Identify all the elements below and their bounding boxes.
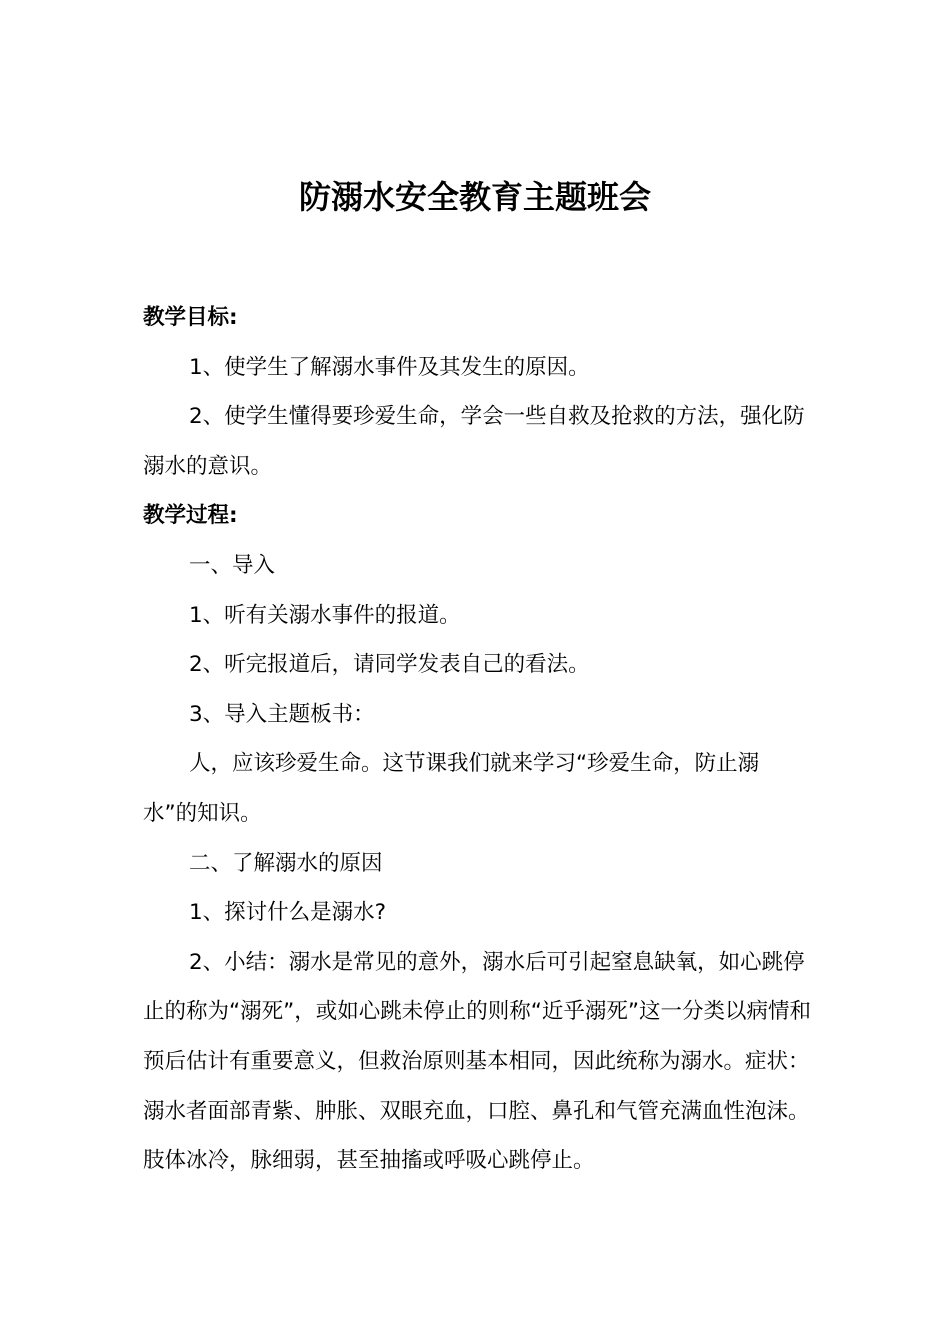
- paragraph: 1、探讨什么是溺水?: [189, 900, 387, 926]
- paragraph: 人，应该珍爱生命。这节课我们就来学习“珍爱生命，防止溺水”的知识。: [143, 751, 760, 826]
- paragraph: 2、小结：溺水是常见的意外，溺水后可引起窒息缺氧，如心跳停止的称为“溺死”，或如心跳未停止的则称“近乎溺死”这一分类以病情和预后估计有重要意义，但救治原则基本相同，因此统称为溺水。症状：溺水者面部青紫、肿胀、双眼充血，口腔、鼻孔和气管充满血性泡沫。肢体冰冷，脉细弱，甚至抽搐或呼吸心跳停止。: [143, 949, 812, 1174]
- paragraph: 二、了解溺水的原因: [189, 850, 383, 876]
- paragraph: 1、使学生了解溺水事件及其发生的原因。: [189, 354, 590, 380]
- paragraph: 1、听有关溺水事件的报道。: [189, 602, 461, 628]
- paragraph: 2、使学生懂得要珍爱生命，学会一些自救及抢救的方法，强化防溺水的意识。: [143, 404, 805, 479]
- section-heading-objectives: 教学目标:: [143, 305, 238, 330]
- document-body: [143, 293, 813, 1186]
- document-title: 防溺水安全教育主题班会: [298, 178, 651, 217]
- section-heading-process: 教学过程:: [143, 503, 238, 529]
- paragraph: 2、听完报道后，请同学发表自己的看法。: [189, 652, 590, 678]
- paragraph: 3、导入主题板书：: [189, 701, 375, 727]
- paragraph: 一、导入: [189, 552, 276, 578]
